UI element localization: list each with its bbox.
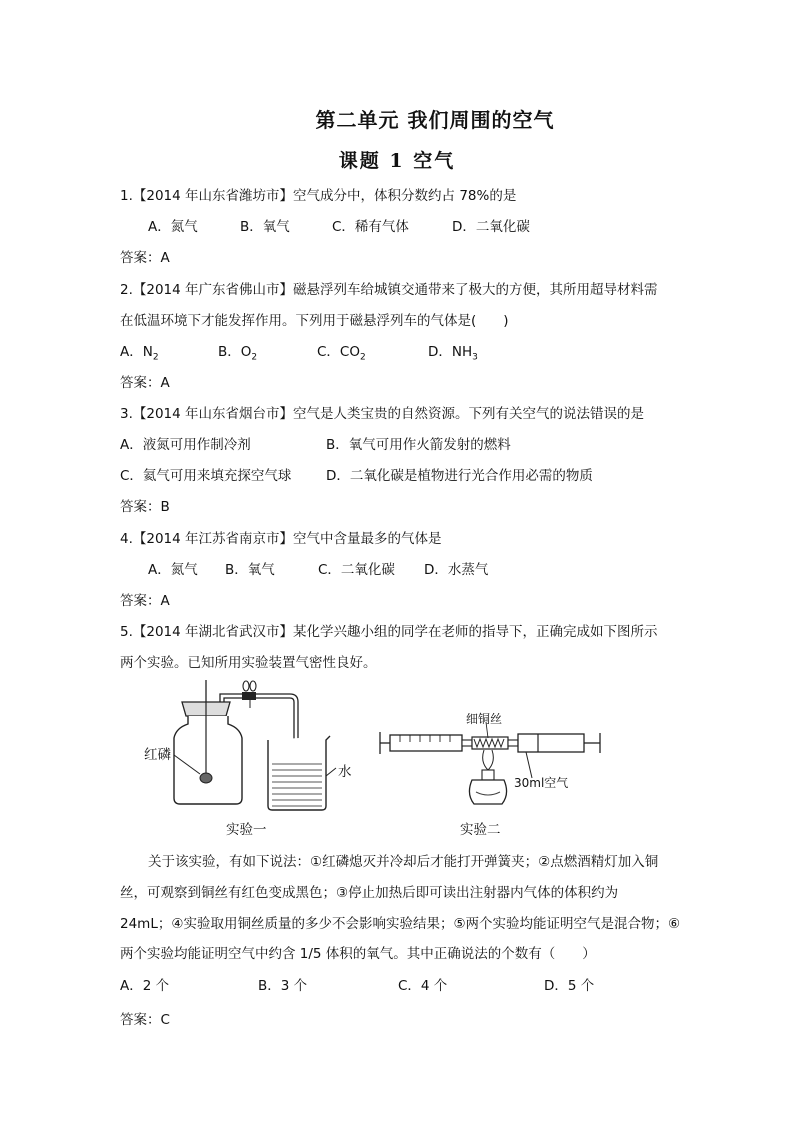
q2-option-b: B．$O_2$ <box>218 344 258 363</box>
q2-stem-line2: 在低温环境下才能发挥作用。下列用于磁悬浮列车的气体是( ) <box>120 313 509 329</box>
experiment-one-figure <box>140 672 370 842</box>
q5-option-b: B．3 个 <box>258 978 308 994</box>
q2-option-c: C．$CO_2$ <box>317 344 366 363</box>
experiment-one-caption: 实验一 <box>226 822 267 838</box>
copper-wire-label: 细铜丝 <box>466 712 503 726</box>
q5-stem-line2: 两个实验。已知所用实验装置气密性良好。 <box>120 655 377 671</box>
air-volume-label: 30ml空气 <box>514 776 569 790</box>
q5-stem-line1: 5.【2014 年湖北省武汉市】某化学兴趣小组的同学在老师的指导下，正确完成如下图所示 <box>120 624 658 640</box>
q3-option-d: D．二氧化碳是植物进行光合作用必需的物质 <box>326 468 593 484</box>
q1-option-c: C．稀有气体 <box>332 219 409 235</box>
q1-option-d: D．二氧化碳 <box>452 219 530 235</box>
q1-option-b: B．氧气 <box>240 219 290 235</box>
q3-stem: 3.【2014 年山东省烟台市】空气是人类宝贵的自然资源。下列有关空气的说法错误的是 <box>120 406 645 422</box>
red-phosphorus-label: 红磷 <box>144 747 171 763</box>
q4-option-b: B．氧气 <box>225 562 275 578</box>
q4-option-d: D．水蒸气 <box>424 562 489 578</box>
q4-option-a: A．氮气 <box>148 562 198 578</box>
experiment-two-figure <box>376 712 616 812</box>
q3-answer: 答案：B <box>120 499 170 515</box>
q1-answer: 答案：A <box>120 250 170 266</box>
q5-body-line1: 关于该实验，有如下说法：①红磷熄灭并冷却后才能打开弹簧夹；②点燃酒精灯加入铜 <box>148 854 659 870</box>
lesson-title: 课题 1 空气 <box>338 150 456 172</box>
q5-body-line2: 丝，可观察到铜丝有红色变成黑色；③停止加热后即可读出注射器内气体的体积约为 <box>120 885 619 901</box>
q5-answer: 答案：C <box>120 1012 170 1028</box>
q1-stem: 1.【2014 年山东省潍坊市】空气成分中，体积分数约占 78%的是 <box>120 188 517 204</box>
q4-answer: 答案：A <box>120 593 170 609</box>
q1-option-a: A．氮气 <box>148 219 198 235</box>
q4-stem: 4.【2014 年江苏省南京市】空气中含量最多的气体是 <box>120 531 442 547</box>
q5-option-a: A．2 个 <box>120 978 170 994</box>
q2-answer: 答案：A <box>120 375 170 391</box>
q3-option-a: A．液氮可用作制冷剂 <box>120 437 251 453</box>
page-title: 第二单元 我们周围的空气 <box>315 108 555 132</box>
q3-option-b: B．氧气可用作火箭发射的燃料 <box>326 437 511 453</box>
q5-option-d: D．5 个 <box>544 978 595 994</box>
q2-option-a: A．$N_2$ <box>120 344 159 363</box>
q5-body-line3: 24mL；④实验取用铜丝质量的多少不会影响实验结果；⑤两个实验均能证明空气是混合物；⑥ <box>120 916 681 932</box>
q5-body-line4: 两个实验均能证明空气中约含 1/5 体积的氧气。其中正确说法的个数有（ ） <box>120 946 596 962</box>
q2-option-d: D．$NH_3$ <box>428 344 478 363</box>
q2-stem-line1: 2.【2014 年广东省佛山市】磁悬浮列车给城镇交通带来了极大的方便，其所用超导材料需 <box>120 282 658 298</box>
experiment-two-caption: 实验二 <box>460 822 501 838</box>
q3-option-c: C．氦气可用来填充探空气球 <box>120 468 292 484</box>
water-label: 水 <box>338 764 352 780</box>
q5-option-c: C．4 个 <box>398 978 448 994</box>
q4-option-c: C．二氧化碳 <box>318 562 395 578</box>
